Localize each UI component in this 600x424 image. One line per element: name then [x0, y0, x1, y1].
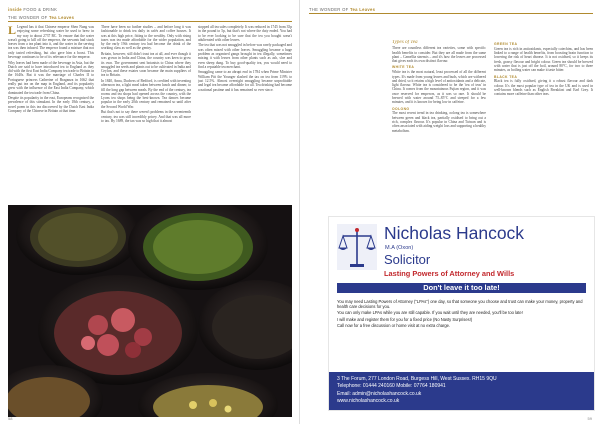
tea-bowls-photo: [8, 205, 292, 417]
advert-paragraph: I will make and register them for you for a fixed price (No Nasty Surprises!): [337, 316, 473, 322]
sidebar-heading: BLACK TEA: [494, 74, 518, 79]
kicker-label: THE WONDER OF: [8, 15, 48, 20]
sidebar-column-1: [392, 40, 486, 210]
advert-address: 3 The Forum, 277 London Road, Burgess Hill, West Sussex. RH15 9QU: [337, 376, 497, 382]
header-prefix: inside: [8, 7, 22, 12]
advert-paragraph: You may need Lasting Powers of Attorney ("LPAs") one day, so that someone you choose and trust can make your money, property and health care decisions for you.: [337, 299, 583, 310]
sidebar-text: The most recent trend in tea drinking, oolong tea is somewhere between green and black tea, partially oxidised to bring out a rich, complex flavour. It's popular in China and Taiwan and is often associated with aiding weight loss and supporting a healthy metabolism.: [392, 111, 486, 133]
sidebar-text: Black tea is fully oxidised, giving it a robust flavour and dark colour. It's the most popular type of tea in the UK and is used in well-known blends such as English Breakfast and Earl Grey. It contains more caffeine than other teas.: [494, 79, 593, 97]
left-page-header: [8, 7, 57, 12]
advert-qualifications: M.A (Oxon): [385, 245, 414, 251]
advert-role: Solicitor: [384, 252, 431, 267]
header-label: THE WONDER OF: [309, 7, 349, 12]
right-page-header: [309, 7, 375, 12]
advert-name: Nicholas Hancock: [384, 223, 525, 243]
sidebar-column-2: [494, 40, 593, 210]
drop-cap: L: [8, 25, 17, 37]
sidebar-heading: WHITE TEA: [392, 65, 415, 70]
advert-tagline: Lasting Powers of Attorney and Wills: [384, 269, 515, 278]
sidebar-text: White tea is the most natural, least processed of all the different types. It's made from young leaves and buds, which are withered and dried, so it retains a high level of antioxidants and a delicate, light flavour. White tea is considered to be the 'tea of teas' in China. It comes from the mountainous Fujian region, and it was once reserved for emperors, as it was so rare. It should be brewed with water around 75–85°C and steeped for a few minutes, and it is known for being low in caffeine.: [392, 70, 486, 105]
page-number-left: 58: [8, 416, 13, 421]
tea-bowls-illustration: [8, 205, 292, 417]
article-paragraph: There have been no further studies – and before long it was fashionable to drink tea daily in cafés and coffee houses. It was at this high price, fitting to the wealthy. Only with rising taxes was tea made affordable for the wider population, and by the early 19th century tea had become the drink of the working class as well as the gentry.: [101, 25, 191, 51]
article-column-3: [198, 25, 292, 201]
page-number-right: 59: [587, 416, 592, 421]
advert-paragraph: Call now for a free discussion or home visit at no extra charge.: [337, 322, 451, 328]
article-paragraph: Why leaves had been made of the beverage in Asia, but the Dutch are said to have introduced tea to England as they did with the first East India Company tea trade to Britain in the 1640s. But it was the marriage of Charles II to Portuguese princess Catherine of Braganza in 1662 that really put tea on the map in England, and its popularity grew with the influence of the East India Company, which dominated the tea trade from China.: [8, 60, 94, 95]
article-kicker: [8, 15, 74, 20]
advert-strapline: Don't leave it too late!: [337, 283, 586, 293]
solicitor-advert: [328, 216, 595, 411]
article-paragraph: Smuggling came to an abrupt end in 1784 when Prime Minister William Pitt the Younger slashed the tax on tea from 119% to just 12.5%. Almost overnight smuggling became unprofitable and legal tea became affordable for all. Tea drinking had become a national pastime and it has remained so ever since.: [198, 70, 292, 92]
article-paragraph: But that's not to say there weren't problems in the seventeenth century, tea was still incredibly pricey. And that was all more to tax. By 1689, the tax was so high that it almost: [101, 110, 191, 123]
article-paragraph: Britain, however, still didn't trust tea at all, and ever though it was grown in India and China, the country was keen to grow its own. The government sent botanists to China where they smuggled tea seeds and plants out to be cultivated in India and Ceylon, and these estates soon became the main suppliers of tea to Britain.: [101, 51, 191, 78]
article-paragraph: L Legend has it that Chinese emperor Shen Nung was enjoying some refreshing water he used to brew in my way to about 2737 BC. To ensure that the water wasn't going to kill off the emperor, the servants had stuck leaves from a tea plant into it, and the water in the serving tea was then infused. The emperor found a mixture that not only tasted refreshing, but also gave him a boost. This beverage continues to be of its relevance for the emperor.: [8, 25, 94, 60]
advert-paragraph: You can only make LPAs while you are still capable. If you wait until they are needed, you'll be too late!: [337, 310, 523, 316]
sidebar-heading: GREEN TEA: [494, 42, 518, 46]
article-paragraph: In 1840, Anna, Duchess of Bedford, is credited with inventing afternoon tea, a light meal taken between lunch and dinner, to fill the long gap between meals. By the end of the century, tea rooms and tea shops had opened across the country, with the Lyons tea shops being the best-known. Tea dances became popular in the early 20th century and remained so until after the Second World War.: [101, 78, 191, 109]
advert-email: Email: admin@nicholashancock.co.uk: [337, 390, 422, 397]
sidebar-title: Types of Tea: [392, 40, 418, 45]
article-column-2: [101, 25, 191, 201]
article-paragraph: Despite its popularity in the east, Europeans recognised the prevalence of this stimulant. In the early 18th century, a novel poem in this tea discovered by the Dutch East India Company of the Chinese in Britain at that time.: [8, 96, 94, 114]
sidebar-intro: There are countless different tea varieties, some with specific health benefits to consider. But they are all made from the same plant – Camellia sinensis – and it's how the leaves are processed that gives each its own distinct flavour.: [392, 46, 486, 64]
article-paragraph: stopped all tea sales completely. It was reduced in 1745 from 35p in the pound to 5p, but that's not where the duty ended. You had to be ever looking to be sure that the tea you bought wasn't adulterated with other leaves.: [198, 25, 292, 42]
article-paragraph: The tea that was not smuggled in before was rarely packaged and was often mixed with other leaves. Smuggling became a huge problem as organised gangs brought in tea illegally, sometimes mixing it with leaves from other plants such as ash, sloe and even sheep dung. To buy good-quality tea, you would need to find a reputable tea merchant.: [198, 43, 292, 69]
advert-website: www.nicholashancock.co.uk: [337, 398, 400, 405]
header-section: FOOD & DRINK: [23, 7, 58, 12]
advert-body: [337, 299, 586, 329]
header-rule-left: [8, 21, 292, 22]
kicker-accent: Tea Leaves: [48, 15, 75, 20]
advert-contact-footer: [329, 372, 594, 410]
scales-of-justice-logo: [337, 224, 377, 270]
header-accent: Tea Leaves: [349, 7, 376, 12]
advert-phones: Telephone: 01444 240160 Mobile: 07764 180941: [337, 383, 446, 390]
spread-gutter: [299, 0, 300, 424]
header-rule-right: [309, 13, 593, 14]
sidebar-heading: OOLONG: [392, 106, 410, 111]
article-column-1: [8, 25, 94, 201]
sidebar-text: Green tea is rich in antioxidants, especially catechins, and has been linked to a range of health benefits, from boosting brain function to lowering the risk of heart disease. It is not oxidised, so it keeps its fresh, grassy flavour and bright colour. Green tea should be brewed with water that is just off the boil, around 80°C, for two to three minutes, as boiling water can make it taste bitter.: [494, 46, 593, 73]
